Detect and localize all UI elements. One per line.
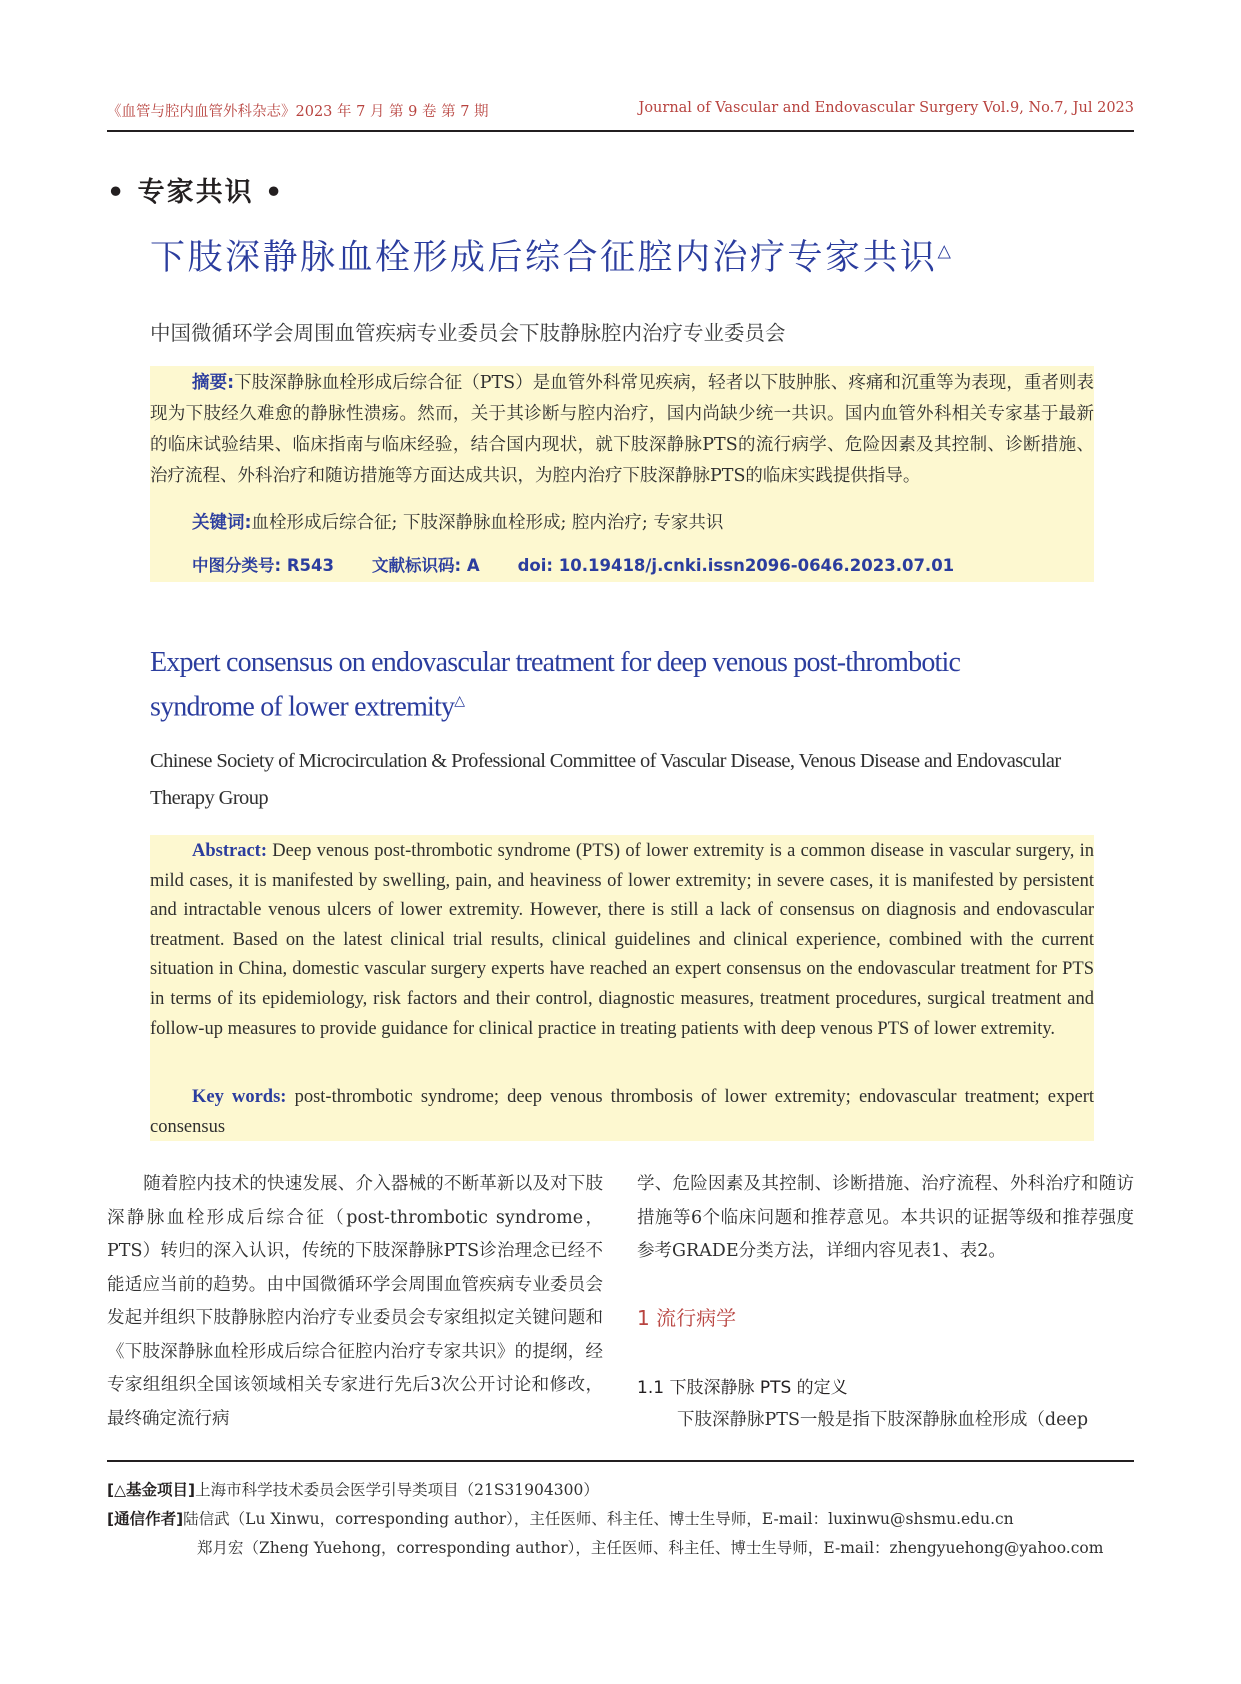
corresponding-author-1 xyxy=(107,1505,1103,1534)
fund-mark-en: △ xyxy=(454,694,465,709)
clc-number: 中图分类号: R543 xyxy=(192,556,334,575)
footnote-rule xyxy=(107,1460,1134,1462)
title-en-text: Expert consensus on endovascular treatment for deep venous post-thrombotic syndrome of lower extremity xyxy=(150,647,961,723)
definition-text: 下肢深静脉PTS一般是指下肢深静脉血栓形成（deep xyxy=(677,1410,1089,1430)
doi: doi: 10.19418/j.cnki.issn2096-0646.2023.07.01 xyxy=(517,556,955,575)
keywords-zh-text: 血栓形成后综合征; 下肢深静脉血栓形成; 腔内治疗; 专家共识 xyxy=(251,513,724,533)
authors-en: Chinese Society of Microcirculation & Professional Committee of Vascular Disease, Venous Disease and Endovascular Therapy Group xyxy=(150,750,1061,809)
running-head xyxy=(107,100,1134,126)
header-rule xyxy=(107,130,1134,132)
fund-mark: △ xyxy=(937,241,954,262)
definition-paragraph xyxy=(637,1404,1134,1438)
abstract-zh xyxy=(150,368,1094,492)
article-title-en xyxy=(150,643,1050,726)
keywords-en-label: Key words: xyxy=(192,1087,287,1107)
keywords-zh xyxy=(192,509,723,534)
abstract-en-label: Abstract: xyxy=(192,841,268,861)
abstract-en-text: Deep venous post-thrombotic syndrome (PTS) of lower extremity is a common disease in vascular surgery, in mild cases, it is manifested by swelling, pain, and heaviness of lower extremity; in severe cases, it is manifested by persistent and intractable venous ulcers of lower extremity. However, there is still a lack of consensus on diagnosis and endovascular treatment. Based on the latest clinical trial results, clinical guidelines and clinical experience, combined with the current situation in China, domestic vascular surgery experts have reached an expert consensus on the endovascular treatment for PTS in terms of its epidemiology, risk factors and their control, diagnostic measures, treatment procedures, surgical treatment and follow-up measures to provide guidance for clinical practice in treating patients with deep venous PTS of lower extremity. xyxy=(150,841,1094,1039)
abstract-en xyxy=(150,837,1094,1044)
article-title-zh xyxy=(150,230,953,280)
title-zh-text: 下肢深静脉血栓形成后综合征腔内治疗专家共识 xyxy=(150,238,938,278)
identifiers-zh xyxy=(192,552,954,576)
subsection-heading-definition: 1.1 下肢深静脉 PTS 的定义 xyxy=(637,1378,848,1398)
keywords-zh-label: 关键词: xyxy=(192,513,252,533)
body-intro-right: 学、危险因素及其控制、诊断措施、治疗流程、外科治疗和随访措施等6个临床问题和推荐意见。本共识的证据等级和推荐强度参考GRADE分类方法，详细内容见表1、表2。 xyxy=(637,1174,1134,1261)
keywords-en-text: post-thrombotic syndrome; deep venous thrombosis of lower extremity; endovascular treatment; expert consensus xyxy=(150,1087,1094,1137)
abstract-zh-label: 摘要: xyxy=(192,373,235,393)
intro-left-text: 随着腔内技术的快速发展、介入器械的不断革新以及对下肢深静脉血栓形成后综合征（post-thrombotic syndrome，PTS）转归的深入认识，传统的下肢深静脉PTS诊治理念已经不能适应当前的趋势。由中国微循环学会周围血管疾病专业委员会发起并组织下肢静脉腔内治疗专业委员会专家组拟定关键问题和《下肢深静脉血栓形成后综合征腔内治疗专家共识》的提纲，经专家组组织全国该领域相关专家进行先后3次公开讨论和修改，最终确定流行病 xyxy=(107,1174,603,1429)
footnotes xyxy=(107,1476,1103,1563)
fund-footnote xyxy=(107,1476,1103,1505)
keywords-en xyxy=(150,1083,1094,1142)
journal-issue-en: Journal of Vascular and Endovascular Surgery Vol.9, No.7, Jul 2023 xyxy=(638,100,1134,116)
document-code: 文献标识码: A xyxy=(372,556,480,575)
corresponding-label: [通信作者] xyxy=(107,1510,184,1528)
corresponding-author-1-text: 陆信武（Lu Xinwu，corresponding author），主任医师、科主任、博士生导师，E-mail：luxinwu@shsmu.edu.cn xyxy=(183,1510,1014,1528)
body-intro-left xyxy=(107,1168,603,1436)
journal-issue-zh: 《血管与腔内血管外科杂志》2023 年 7 月 第 9 卷 第 7 期 xyxy=(107,104,489,120)
authors-zh: 中国微循环学会周围血管疾病专业委员会下肢静脉腔内治疗专业委员会 xyxy=(150,321,786,345)
corresponding-author-2: 郑月宏（Zheng Yuehong，corresponding author），主任医师、科主任、博士生导师，E-mail：zhengyuehong@yahoo.com xyxy=(197,1539,1104,1557)
fund-label: [△基金项目] xyxy=(107,1481,196,1499)
section-heading-epidemiology: 1 流行病学 xyxy=(637,1306,737,1330)
abstract-zh-text: 下肢深静脉血栓形成后综合征（PTS）是血管外科常见疾病，轻者以下肢肿胀、疼痛和沉重等为表现，重者则表现为下肢经久难愈的静脉性溃疡。然而，关于其诊断与腔内治疗，国内尚缺少统一共识。国内血管外科相关专家基于最新的临床试验结果、临床指南与临床经验，结合国内现状，就下肢深静脉PTS的流行病学、危险因素及其控制、诊断措施、治疗流程、外科治疗和随访措施等方面达成共识，为腔内治疗下肢深静脉PTS的临床实践提供指导。 xyxy=(150,373,1094,486)
column-label: • 专家共识 • xyxy=(107,177,285,208)
fund-text: 上海市科学技术委员会医学引导类项目（21S31904300） xyxy=(195,1481,599,1499)
